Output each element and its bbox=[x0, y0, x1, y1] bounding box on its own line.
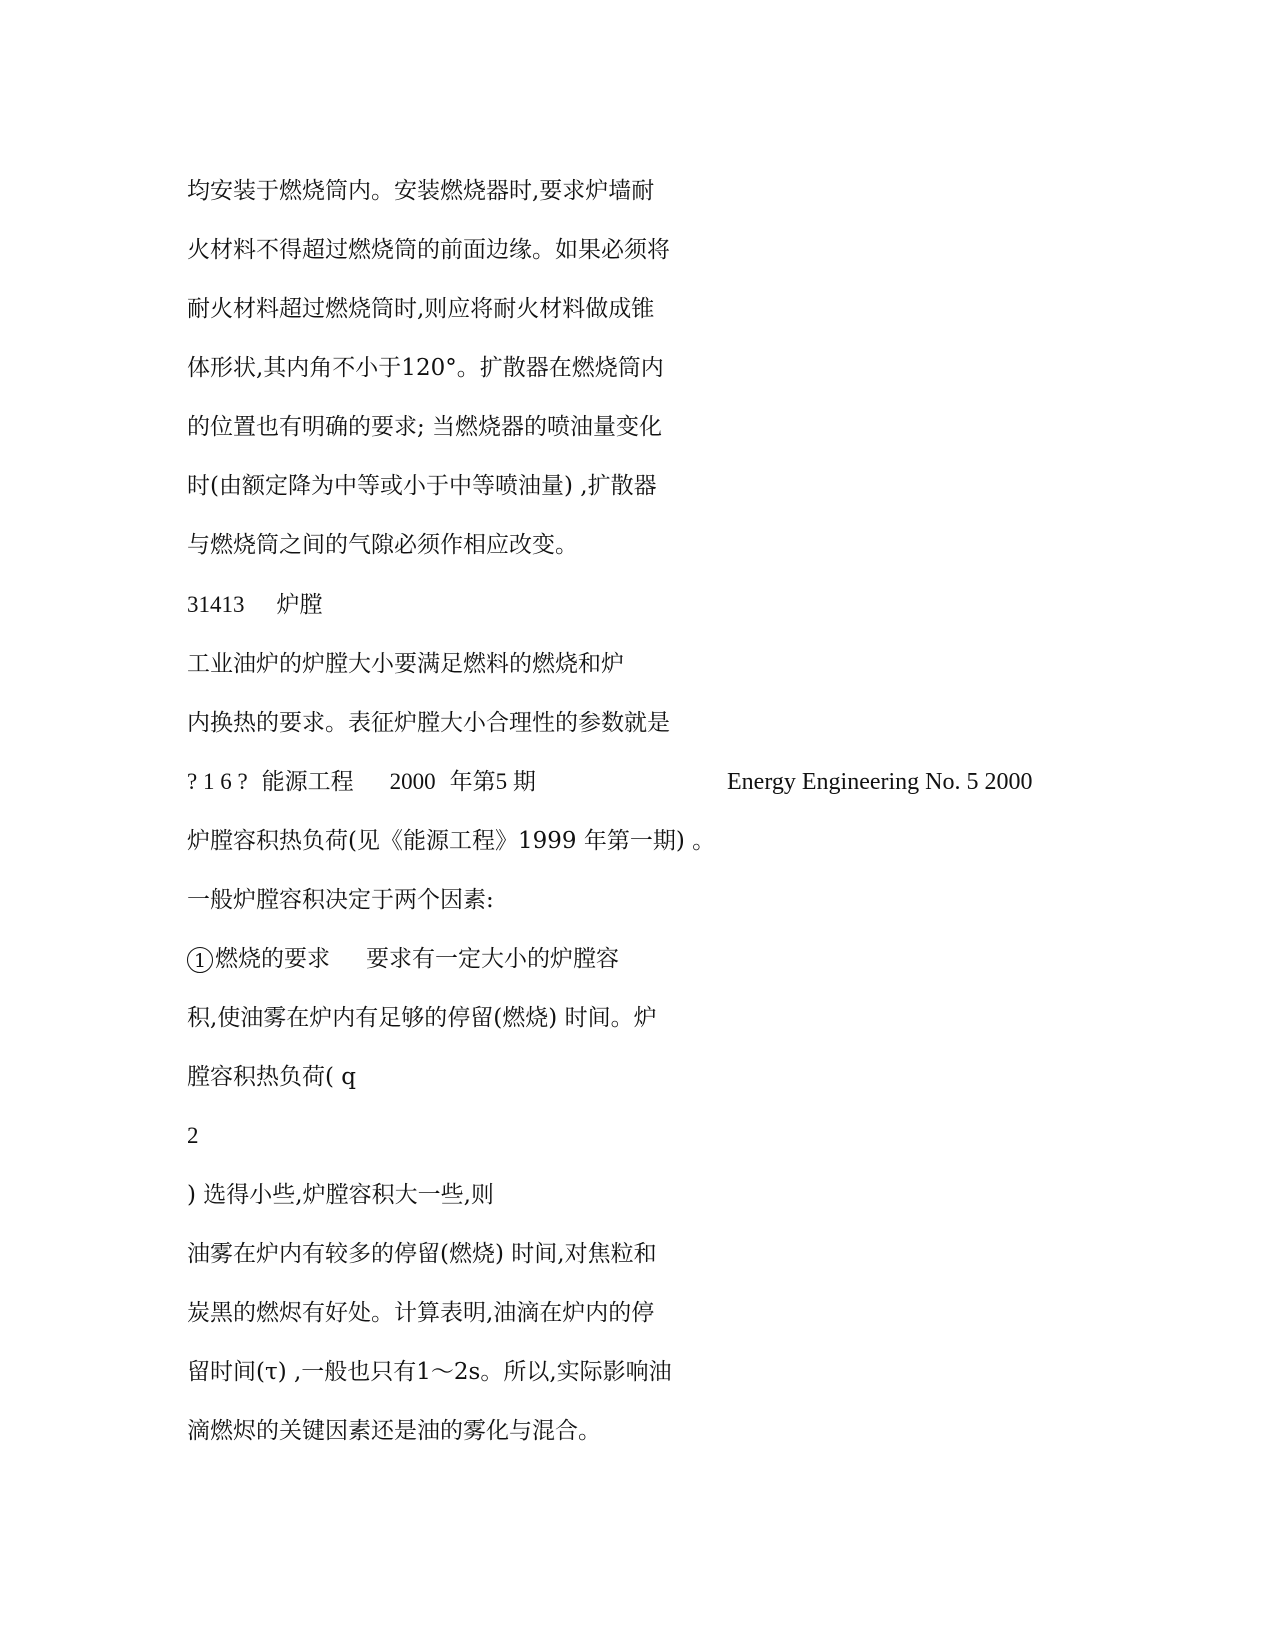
paragraph-1-line-6: 时(由额定降为中等或小于中等喷油量) ,扩散器 bbox=[187, 473, 657, 499]
paragraph-4-line-3: 2 bbox=[187, 1123, 199, 1148]
running-header-left bbox=[187, 767, 536, 797]
paragraph-4-line-4: ) 选得小些,炉膛容积大一些,则 bbox=[187, 1182, 494, 1208]
paragraph-4-line-1: 积,使油雾在炉内有足够的停留(燃烧) 时间。炉 bbox=[187, 1005, 657, 1031]
paragraph-3-line-1: 炉膛容积热负荷(见《能源工程》1999 年第一期) 。 bbox=[187, 828, 716, 854]
paragraph-4-line-8: 滴燃烬的关键因素还是油的雾化与混合。 bbox=[187, 1418, 601, 1444]
list-item-heading: 燃烧的要求 bbox=[215, 946, 330, 972]
circled-number-marker: 1 bbox=[187, 947, 213, 973]
journal-year: 2000 bbox=[389, 769, 436, 794]
paragraph-2-line-1: 工业油炉的炉膛大小要满足燃料的燃烧和炉 bbox=[187, 651, 624, 677]
list-item-text: 要求有一定大小的炉膛容 bbox=[366, 946, 619, 972]
paragraph-1-line-3: 耐火材料超过燃烧筒时,则应将耐火材料做成锥 bbox=[187, 296, 655, 322]
page-marker: ? 1 6 ? bbox=[187, 769, 248, 794]
section-heading bbox=[187, 590, 323, 620]
journal-issue-cn: 年第5 期 bbox=[449, 769, 536, 794]
journal-name-cn: 能源工程 bbox=[261, 769, 354, 794]
paragraph-1-line-5: 的位置也有明确的要求; 当燃烧器的喷油量变化 bbox=[187, 414, 663, 440]
list-item-1 bbox=[187, 944, 619, 974]
paragraph-4-line-7: 留时间(τ) ,一般也只有1～2s。所以,实际影响油 bbox=[187, 1359, 672, 1385]
paragraph-3-line-2: 一般炉膛容积决定于两个因素: bbox=[187, 887, 494, 913]
paragraph-1-line-4: 体形状,其内角不小于120°。扩散器在燃烧筒内 bbox=[187, 355, 664, 381]
section-title: 炉膛 bbox=[276, 592, 323, 617]
paragraph-2-line-2: 内换热的要求。表征炉膛大小合理性的参数就是 bbox=[187, 710, 670, 736]
paragraph-1-line-7: 与燃烧筒之间的气隙必须作相应改变。 bbox=[187, 532, 578, 558]
paragraph-1-line-1: 均安装于燃烧筒内。安装燃烧器时,要求炉墙耐 bbox=[187, 178, 655, 204]
section-number: 31413 bbox=[187, 592, 245, 617]
paragraph-4-line-5: 油雾在炉内有较多的停留(燃烧) 时间,对焦粒和 bbox=[187, 1241, 657, 1267]
paragraph-4-line-6: 炭黑的燃烬有好处。计算表明,油滴在炉内的停 bbox=[187, 1300, 655, 1326]
paragraph-4-line-2: 膛容积热负荷( q bbox=[187, 1064, 357, 1090]
journal-name-en: Energy Engineering No. 5 2000 bbox=[727, 769, 1033, 795]
paragraph-1-line-2: 火材料不得超过燃烧筒的前面边缘。如果必须将 bbox=[187, 237, 670, 263]
